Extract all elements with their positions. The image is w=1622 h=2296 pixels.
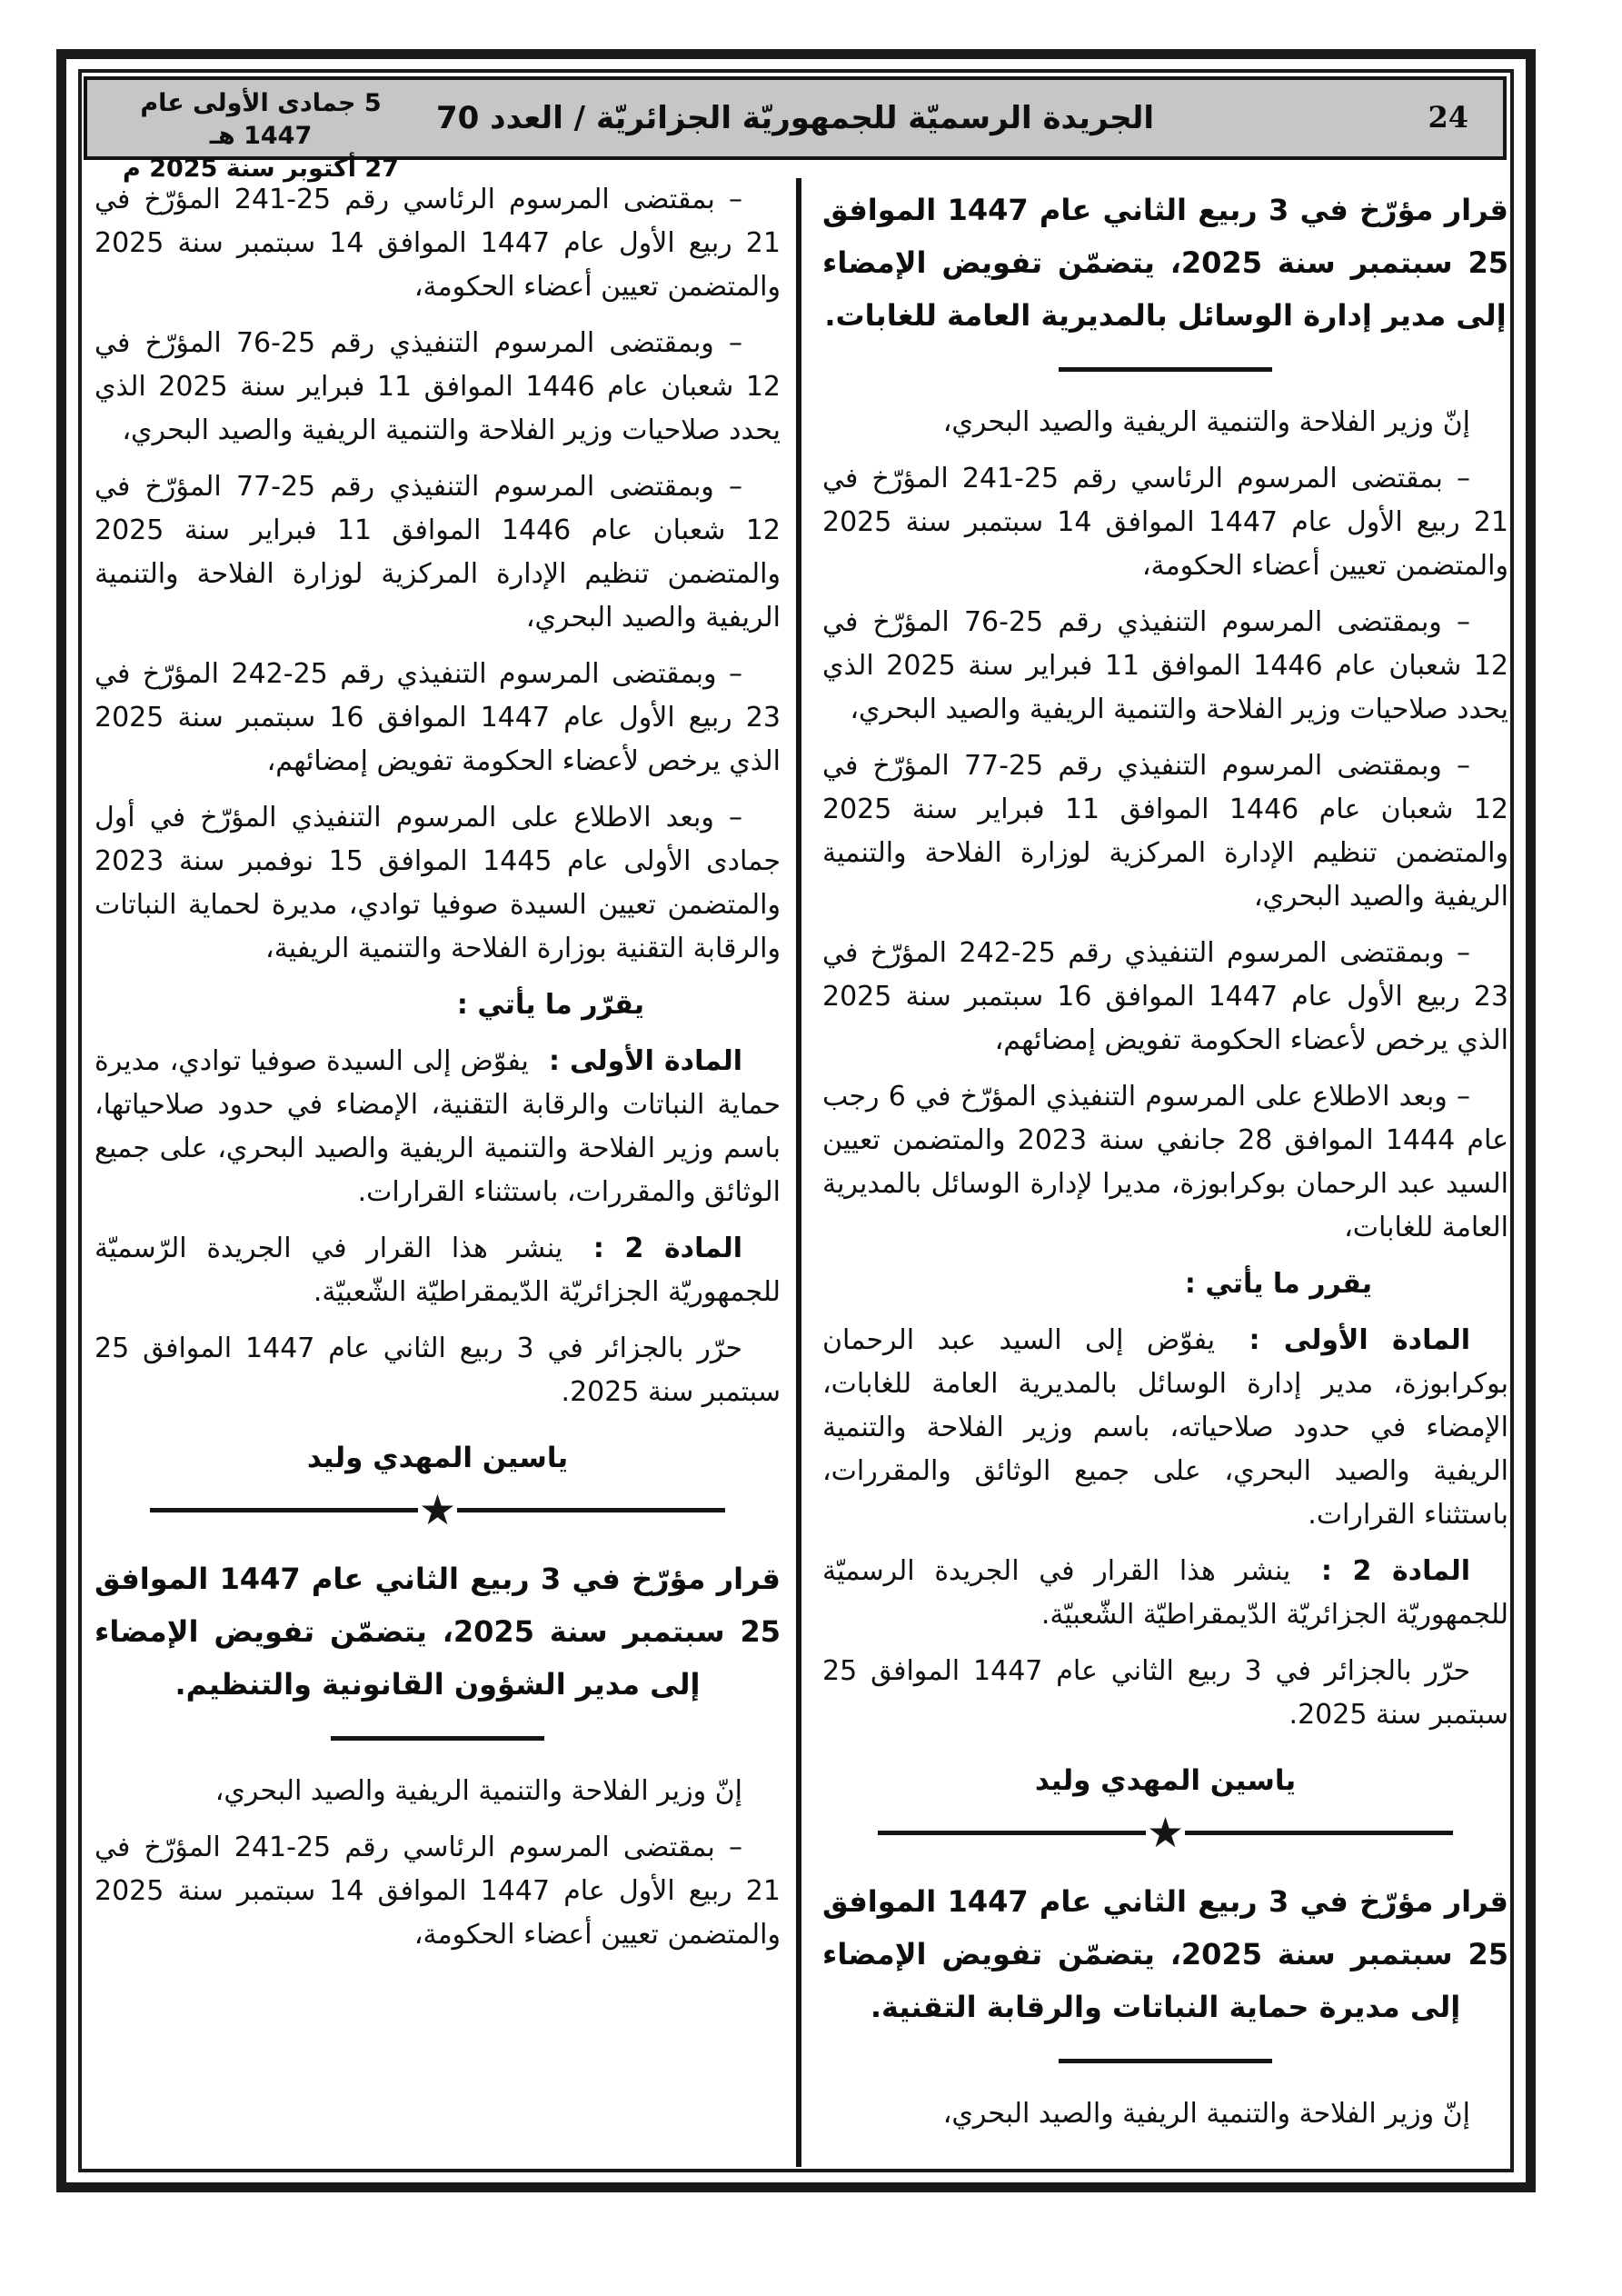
article-1-label: المادة الأولى : <box>1249 1324 1471 1356</box>
article-2-text: ينشر هذا القرار في الجريدة الرّسميّة للجمهوريّة الجزائريّة الدّيمقراطيّة الشّعبيّة. <box>95 1233 781 1308</box>
signature-name: ياسين المهدي وليد <box>306 1442 569 1474</box>
visa-paragraph: – بمقتضى المرسوم الرئاسي رقم 25-241 المؤرّخ في 21 ربيع الأول عام 1447 الموافق 14 سبتمبر سنة 2025 والمتضمن تعيين أعضاء الحكومة، <box>822 463 1508 582</box>
visa-paragraph: – وبمقتضى المرسوم التنفيذي رقم 25-76 المؤرّخ في 12 شعبان عام 1446 الموافق 11 فبراير سنة 2025 الذي يحدد صلاحيات وزير الفلاحة والتنمية الريفية والصيد البحري، <box>822 606 1508 725</box>
header-bar <box>84 76 1507 183</box>
separator-bar <box>1185 1831 1453 1835</box>
decree-heading-means: قرار مؤرّخ في 3 ربيع الثاني عام 1447 الموافق 25 سبتمبر سنة 2025، يتضمّن تفويض الإمضاء إلى مدير إدارة الوسائل بالمديرية العامة للغابات. <box>822 193 1508 333</box>
hijri-date: 5 جمادى الأولى عام 1447 هـ <box>140 89 382 150</box>
visa-paragraph: – وبعد الاطلاع على المرسوم التنفيذي المؤرّخ في أول جمادى الأولى عام 1445 الموافق 15 نوفمبر سنة 2023 والمتضمن تعيين السيدة صوفيا توادي، مديرة لحماية النباتات والرقابة التقنية بوزارة الفلاحة والتنمية الريفية، <box>95 802 781 964</box>
decree-heading-legal: قرار مؤرّخ في 3 ربيع الثاني عام 1447 الموافق 25 سبتمبر سنة 2025، يتضمّن تفويض الإمضاء إلى مدير الشؤون القانونية والتنظيم. <box>95 1562 781 1702</box>
star-separator <box>822 1808 1508 1857</box>
article-1-text: يفوّض إلى السيدة صوفيا توادي، مديرة حماية النباتات والرقابة التقنية، الإمضاء في حدود صلاحياتها، باسم وزير الفلاحة والتنمية الريفية والصيد البحري، على جميع الوثائق والمقررات، باستثناء القرارات. <box>95 1045 781 1208</box>
signature-name: ياسين المهدي وليد <box>1034 1764 1297 1797</box>
star-separator <box>95 1485 781 1534</box>
star-icon: ★ <box>418 1485 457 1534</box>
visa-paragraph: – وبمقتضى المرسوم التنفيذي رقم 25-242 المؤرّخ في 23 ربيع الأول عام 1447 الموافق 16 سبتمبر سنة 2025 الذي يرخص لأعضاء الحكومة تفويض إمضائهم، <box>95 658 781 777</box>
minister-intro: إنّ وزير الفلاحة والتنمية الريفية والصيد البحري، <box>942 2098 1470 2130</box>
section-separator <box>1059 367 1272 372</box>
visa-paragraph: – وبعد الاطلاع على المرسوم التنفيذي المؤرّخ في 6 رجب عام 1444 الموافق 28 جانفي سنة 2023 والمتضمن تعيين السيد عبد الرحمان بوكرابوزة، مديرا لإدارة الوسائل بالمديرية العامة للغابات، <box>822 1081 1508 1243</box>
visa-paragraph: – وبمقتضى المرسوم التنفيذي رقم 25-242 المؤرّخ في 23 ربيع الأول عام 1447 الموافق 16 سبتمبر سنة 2025 الذي يرخص لأعضاء الحكومة تفويض إمضائهم، <box>822 937 1508 1056</box>
article-2-text: ينشر هذا القرار في الجريدة الرسميّة للجمهوريّة الجزائريّة الدّيمقراطيّة الشّعبيّة. <box>822 1555 1508 1631</box>
visa-paragraph: – وبمقتضى المرسوم التنفيذي رقم 25-76 المؤرّخ في 12 شعبان عام 1446 الموافق 11 فبراير سنة 2025 الذي يحدد صلاحيات وزير الفلاحة والتنمية الريفية والصيد البحري، <box>95 327 781 446</box>
decree-heading-plants: قرار مؤرّخ في 3 ربيع الثاني عام 1447 الموافق 25 سبتمبر سنة 2025، يتضمّن تفويض الإمضاء إلى مديرة حماية النباتات والرقابة التقنية. <box>822 1884 1508 2024</box>
section-separator <box>331 1736 544 1741</box>
visa-paragraph: – بمقتضى المرسوم الرئاسي رقم 25-241 المؤرّخ في 21 ربيع الأول عام 1447 الموافق 14 سبتمبر سنة 2025 والمتضمن تعيين أعضاء الحكومة، <box>95 1832 781 1951</box>
minister-intro: إنّ وزير الفلاحة والتنمية الريفية والصيد البحري، <box>942 406 1470 438</box>
visa-paragraph: – بمقتضى المرسوم الرئاسي رقم 25-241 المؤرّخ في 21 ربيع الأول عام 1447 الموافق 14 سبتمبر سنة 2025 والمتضمن تعيين أعضاء الحكومة، <box>95 184 781 303</box>
issued-at: حرّر بالجزائر في 3 ربيع الثاني عام 1447 الموافق 25 سبتمبر سنة 2025. <box>822 1655 1508 1731</box>
section-separator <box>1059 2059 1272 2063</box>
visa-paragraph: – وبمقتضى المرسوم التنفيذي رقم 25-77 المؤرّخ في 12 شعبان عام 1446 الموافق 11 فبراير سنة 2025 والمتضمن تنظيم الإدارة المركزية لوزارة الفلاحة والتنمية الريفية والصيد البحري، <box>95 471 781 634</box>
separator-bar <box>150 1508 418 1512</box>
article-1-text: يفوّض إلى السيد عبد الرحمان بوكرابوزة، مدير إدارة الوسائل بالمديرية العامة للغابات، الإمضاء في حدود صلاحياته، باسم وزير الفلاحة والتنمية الريفية والصيد البحري، على جميع الوثائق والمقررات، باستثناء القرارات. <box>822 1324 1508 1531</box>
article-1 <box>95 1040 781 1214</box>
decides-label: يقرر ما يأتي : <box>1184 1268 1372 1300</box>
column-left <box>95 178 781 2165</box>
article-2-label: المادة 2 : <box>592 1233 743 1264</box>
separator-bar <box>878 1831 1146 1835</box>
separator-bar <box>457 1508 725 1512</box>
article-2 <box>95 1227 781 1314</box>
column-right <box>822 178 1508 2165</box>
decides-label: يقرّر ما يأتي : <box>456 989 644 1021</box>
gregorian-date: 27 أكتوبر سنة 2025 م <box>123 155 399 183</box>
article-2-label: المادة 2 : <box>1320 1555 1471 1587</box>
date-block <box>111 87 411 185</box>
article-2 <box>822 1550 1508 1637</box>
star-icon: ★ <box>1146 1808 1185 1857</box>
visa-paragraph: – وبمقتضى المرسوم التنفيذي رقم 25-77 المؤرّخ في 12 شعبان عام 1446 الموافق 11 فبراير سنة 2025 والمتضمن تنظيم الإدارة المركزية لوزارة الفلاحة والتنمية الريفية والصيد البحري، <box>822 750 1508 913</box>
column-divider <box>796 178 801 2167</box>
journal-title: الجريدة الرسميّة للجمهوريّة الجزائريّة / العدد 70 <box>435 100 1154 136</box>
article-1 <box>822 1319 1508 1537</box>
page-number: 24 <box>1428 100 1468 135</box>
issued-at: حرّر بالجزائر في 3 ربيع الثاني عام 1447 الموافق 25 سبتمبر سنة 2025. <box>95 1333 781 1408</box>
article-1-label: المادة الأولى : <box>549 1045 742 1077</box>
minister-intro: إنّ وزير الفلاحة والتنمية الريفية والصيد البحري، <box>214 1775 742 1807</box>
